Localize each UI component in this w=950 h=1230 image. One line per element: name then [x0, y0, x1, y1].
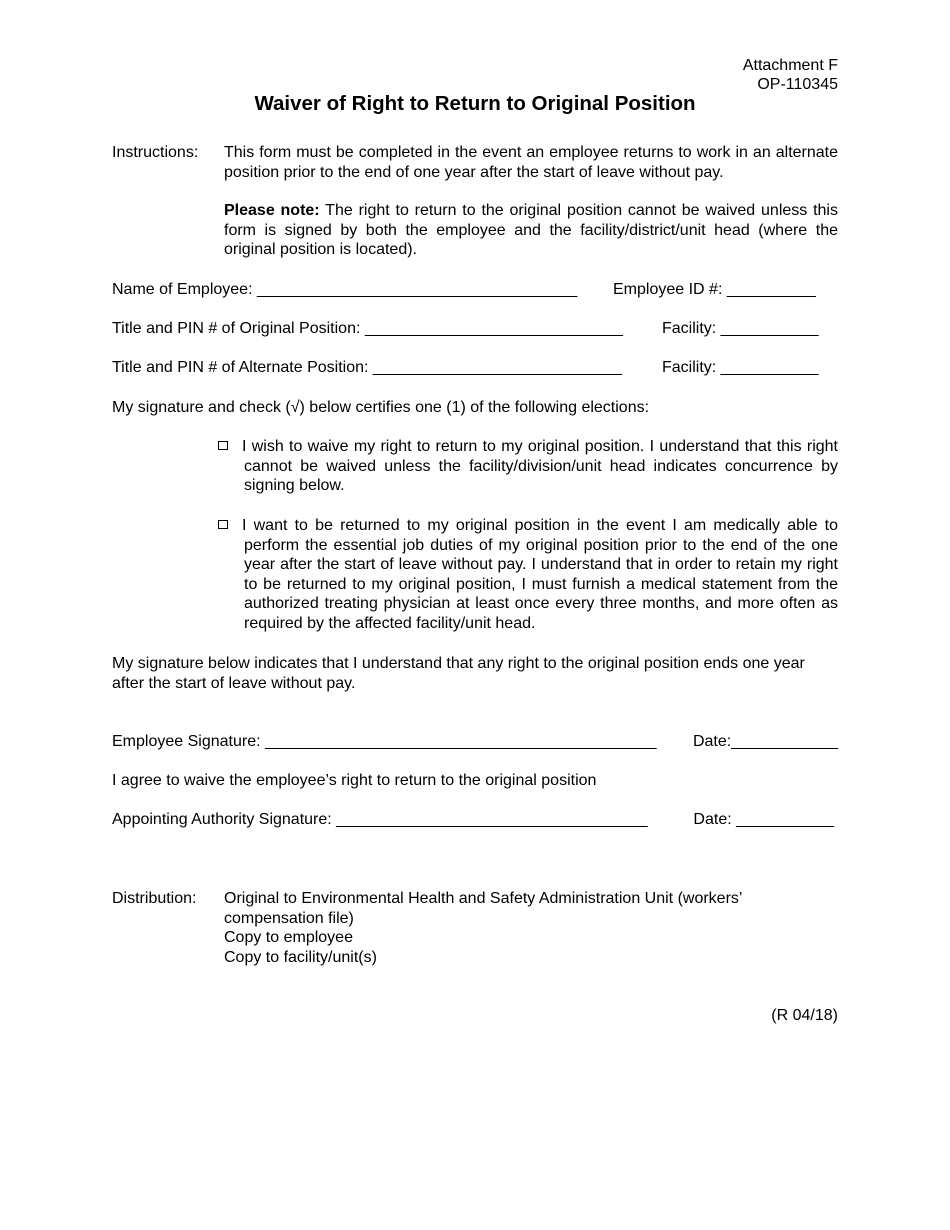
note-text: The right to return to the original position cannot be waived unless this form is signed by both the employee and the facility/district/unit head (where the original position is located).	[224, 202, 838, 259]
revision-date: (R 04/18)	[771, 1007, 838, 1024]
page-title: Waiver of Right to Return to Original Position	[254, 92, 696, 115]
distribution-line: Copy to employee	[224, 929, 353, 947]
understand-text: My signature below indicates that I understand that any right to the original position ends one year after the start of leave without pay.	[112, 655, 805, 692]
return-right-option-text: I want to be returned to my original position in the event I am medically able to perform the essential job duties of my original position prior to the end of the one year after the start of leave without pay. I understand that in order to retain my right to be returned to my original position, I must furnish a medical statement from the authorized treating physician at least once every three months, and more often as required by the affected facility/unit head.	[242, 517, 838, 632]
attachment-label: Attachment F	[742, 57, 838, 74]
distribution-line: Original to Environmental Health and Safety Administration Unit (workers’	[224, 890, 743, 907]
employee-date-field[interactable]: Date:____________	[692, 733, 838, 750]
instructions-text: This form must be completed in the event an employee returns to work in an alternate position prior to the end of one year after the start of leave without pay.	[224, 144, 838, 181]
certify-text: My signature and check (√) below certifies one (1) of the following elections:	[112, 399, 650, 416]
original-position-field[interactable]: Title and PIN # of Original Position: _____________________________	[112, 320, 623, 337]
note-label: Please note:	[224, 202, 320, 219]
distribution-line: Copy to facility/unit(s)	[224, 948, 377, 966]
waive-right-checkbox[interactable]	[218, 441, 228, 450]
authority-signature-row	[112, 810, 838, 830]
employee-id-field[interactable]: Employee ID #: __________	[613, 281, 816, 298]
employee-signature-row	[112, 732, 838, 752]
alternate-facility-field[interactable]: Facility: ___________	[662, 359, 819, 376]
please-note	[224, 201, 838, 260]
form-number: OP-110345	[757, 76, 838, 93]
employee-name-field[interactable]: Name of Employee: ____________________________________	[112, 281, 578, 298]
employee-signature-field[interactable]: Employee Signature: ____________________________________________	[112, 733, 657, 750]
original-facility-field[interactable]: Facility: ___________	[662, 320, 819, 337]
authority-date-field[interactable]: Date: ___________	[693, 811, 834, 828]
employee-name-row	[112, 280, 838, 300]
alternate-position-row	[112, 358, 838, 378]
waive-right-option-text: I wish to waive my right to return to my original position. I understand that this right cannot be waived unless the facility/division/unit head indicates concurrence by signing below.	[242, 438, 838, 495]
distribution-line: compensation file)	[224, 909, 354, 927]
return-right-checkbox[interactable]	[218, 520, 228, 529]
distribution-label: Distribution:	[112, 890, 197, 907]
alternate-position-field[interactable]: Title and PIN # of Alternate Position: ____________________________	[112, 359, 623, 376]
distribution-list	[224, 889, 742, 967]
authority-signature-field[interactable]: Appointing Authority Signature: ___________________________________	[112, 811, 648, 828]
instructions-label: Instructions:	[112, 144, 199, 161]
original-position-row	[112, 319, 838, 339]
agree-text: I agree to waive the employee’s right to return to the original position	[112, 772, 597, 789]
